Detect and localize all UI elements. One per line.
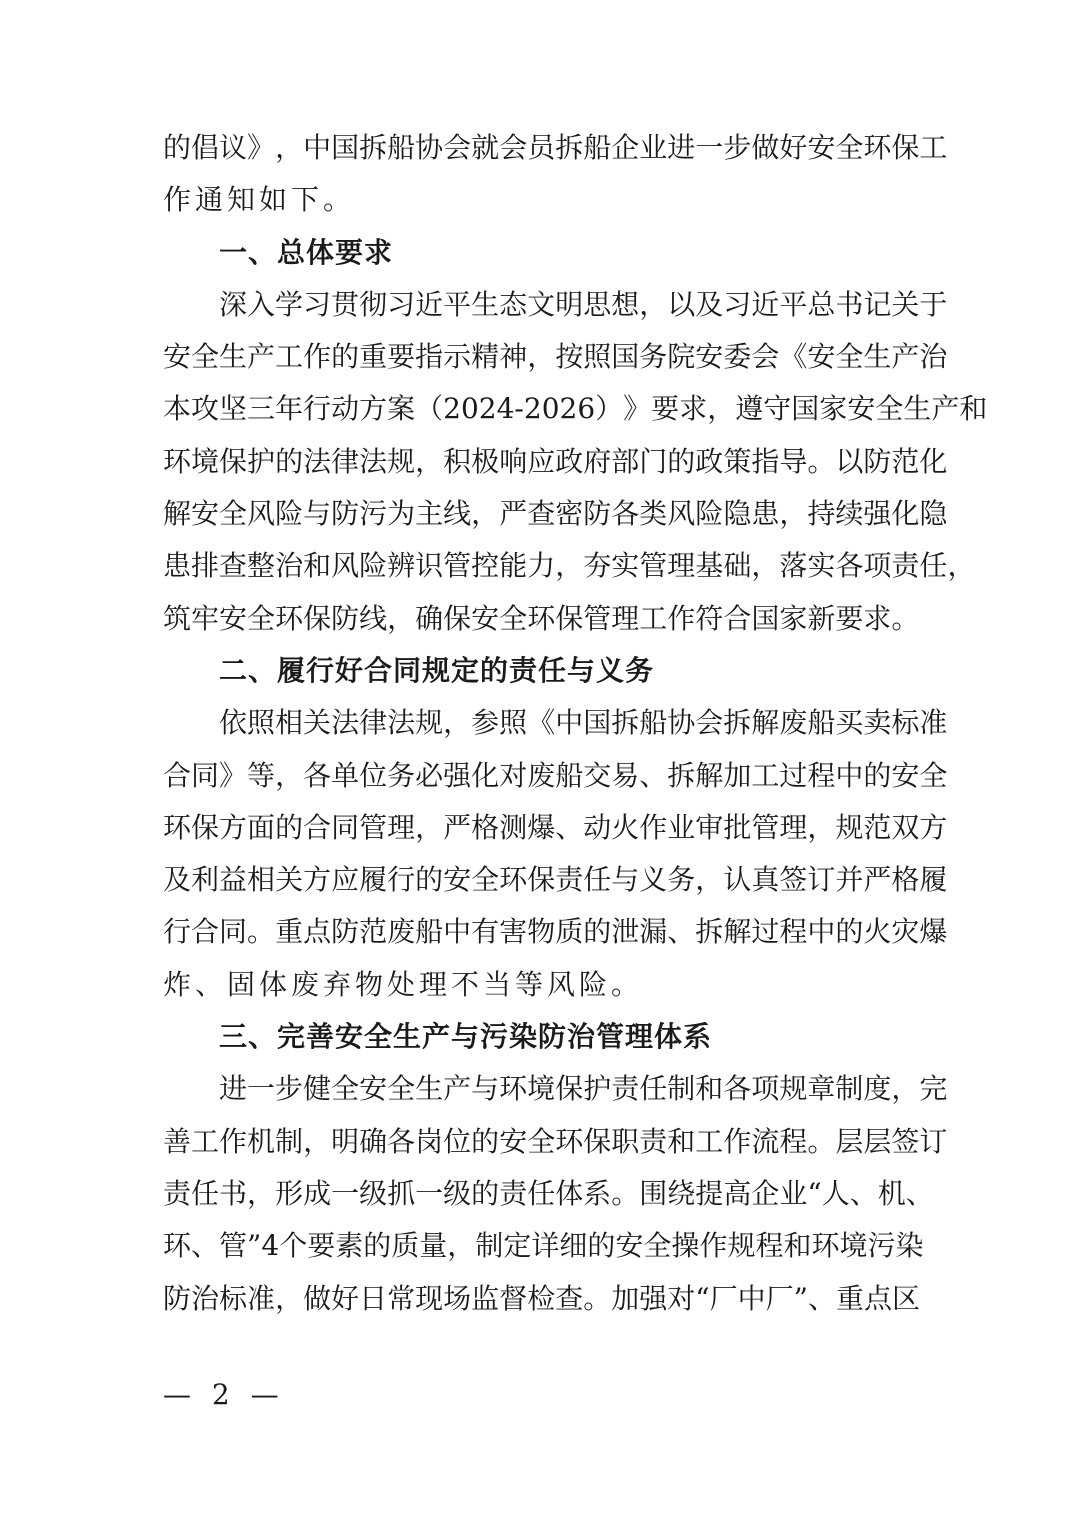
text-line: 患 排 查 整 治 和 风 险 辨 识 管 控 能 力 ， 夯 实 管 理 基 础 ， 落 实 各 项 责 任 ， bbox=[163, 549, 976, 583]
text-line: 本 攻 坚 三 年 行 动 方 案 （ 2024-2026 ） 》 要 求 ， 遵 守 国 家 安 全 生 产 和 bbox=[163, 392, 988, 426]
text-line: 作通知如下。 bbox=[163, 183, 356, 217]
section-heading: 三、完善安全生产与污染防治管理体系 bbox=[219, 1020, 713, 1054]
document-body bbox=[163, 122, 988, 1325]
text-line: 安 全 生 产 工 作 的 重 要 指 示 精 神 ， 按 照 国 务 院 安 委 会 《 安 全 生 产 治 bbox=[163, 340, 948, 374]
text-line: 环 保 方 面 的 合 同 管 理 ， 严 格 测 爆 、 动 火 作 业 审 批 管 理 ， 规 范 双 方 bbox=[163, 810, 948, 844]
text-line: 炸、固体废弃物处理不当等风险。 bbox=[163, 967, 644, 1001]
text-line: 进 一 步 健 全 安 全 生 产 与 环 境 保 护 责 任 制 和 各 项 规 章 制 度 ， 完 bbox=[219, 1072, 948, 1106]
text-line: 责 任 书 ， 形 成 一 级 抓 一 级 的 责 任 体 系 。 围 绕 提 高 企 业 “ 人 、 机 、 bbox=[163, 1176, 934, 1210]
text-line: 环 境 保 护 的 法 律 法 规 ， 积 极 响 应 政 府 部 门 的 政 策 指 导 。 以 防 范 化 bbox=[163, 444, 948, 478]
text-line: 合 同 》 等 ， 各 单 位 务 必 强 化 对 废 船 交 易 、 拆 解 加 工 过 程 中 的 安 全 bbox=[163, 758, 948, 792]
text-line: 善 工 作 机 制 ， 明 确 各 岗 位 的 安 全 环 保 职 责 和 工 作 流 程 。 层 层 签 订 bbox=[163, 1124, 948, 1158]
text-line: 筑 牢 安 全 环 保 防 线 ， 确 保 安 全 环 保 管 理 工 作 符 合 国 家 新 要 求 。 bbox=[163, 601, 920, 635]
text-line: 依 照 相 关 法 律 法 规 ， 参 照 《 中 国 拆 船 协 会 拆 解 废 船 买 卖 标 准 bbox=[219, 706, 948, 740]
text-line: 深 入 学 习 贯 彻 习 近 平 生 态 文 明 思 想 ， 以 及 习 近 平 总 书 记 关 于 bbox=[219, 287, 948, 321]
text-line: 环 、 管 ” 4 个 要 素 的 质 量 ， 制 定 详 细 的 安 全 操 作 规 程 和 环 境 污 染 bbox=[163, 1229, 924, 1263]
text-line: 的 倡 议 》 ， 中 国 拆 船 协 会 就 会 员 拆 船 企 业 进 一 步 做 好 安 全 环 保 工 bbox=[163, 131, 948, 164]
text-line: 及 利 益 相 关 方 应 履 行 的 安 全 环 保 责 任 与 义 务 ， 认 真 签 订 并 严 格 履 bbox=[163, 863, 948, 897]
text-line: 解 安 全 风 险 与 防 污 为 主 线 ， 严 查 密 防 各 类 风 险 隐 患 ， 持 续 强 化 隐 bbox=[163, 497, 948, 531]
page-number: — 2 — bbox=[163, 1378, 285, 1411]
section-heading: 二、履行好合同规定的责任与义务 bbox=[219, 653, 655, 687]
section-heading: 一、总体要求 bbox=[219, 235, 394, 269]
text-line: 防 治 标 准 ， 做 好 日 常 现 场 监 督 检 查 。 加 强 对 “ 厂 中 厂 ” 、 重 点 区 bbox=[163, 1281, 921, 1315]
text-line: 行 合 同 。 重 点 防 范 废 船 中 有 害 物 质 的 泄 漏 、 拆 解 过 程 中 的 火 灾 爆 bbox=[163, 915, 948, 949]
